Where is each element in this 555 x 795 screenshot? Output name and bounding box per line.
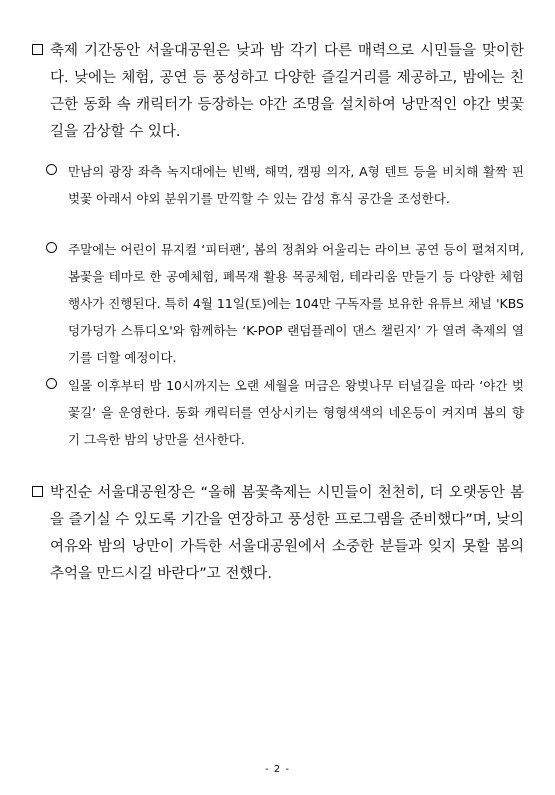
- square-bullet-icon: [32, 44, 43, 55]
- bullet-text: 주말에는 어린이 뮤지컬 ‘피터팬’, 봄의 정취와 어울리는 라이브 공연 등이 펼쳐지며, 봄꽃을 테마로 한 공예체험, 폐목재 활용 목공체험, 테라리움 만들기 등 다양한 체험 행사가 진행된다. 특히 4월 11일(토)에는 104만 구독자를 보유한 유튜브 채널 'KBS 덩가덩가 스튜디오'와 함께하는 ‘K-POP 랜덤플레이 댄스 챌린지’ 가 열려 축제의 열기를 더할 예정이다.: [68, 242, 524, 365]
- page-number: - 2 -: [265, 764, 290, 775]
- paragraph-text: 박진순 서울대공원장은 “올해 봄꽃축제는 시민들이 천천히, 더 오랫동안 봄을 즐기실 수 있도록 기간을 연장하고 풍성한 프로그램을 준비했다”며, 낮의 여유와 밤의 낭만이 가득한 서울대공원에서 소중한 분들과 잊지 못할 봄의 추억을 만드시길 바란다”고 전했다.: [50, 485, 524, 582]
- circle-bullet-icon: [46, 164, 57, 175]
- bullet-weekend-events: [46, 236, 524, 371]
- circle-bullet-icon: [46, 378, 57, 389]
- bullet-rest-area: [46, 158, 524, 212]
- bullet-text: 일몰 이후부터 밤 10시까지는 오랜 세월을 머금은 왕벚나무 터널길을 따라 ‘야간 벚꽃길’ 을 운영한다. 동화 캐릭터를 연상시키는 형형색색의 네온등이 켜지며 봄의 향기 그윽한 밤의 낭만을 선사한다.: [68, 378, 524, 447]
- paragraph-text: 축제 기간동안 서울대공원은 낮과 밤 각기 다른 매력으로 시민들을 맞이한다. 낮에는 체험, 공연 등 풍성하고 다양한 즐길거리를 제공하고, 밤에는 친근한 동화 속 캐릭터가 등장하는 야간 조명을 설치하여 낭만적인 야간 벚꽃길을 감상할 수 있다.: [50, 43, 524, 140]
- square-bullet-icon: [32, 486, 43, 497]
- bullet-night-cherry-road: [46, 372, 524, 453]
- bullet-text: 만남의 광장 좌측 녹지대에는 빈백, 해먹, 캠핑 의자, A형 텐트 등을 비치해 활짝 핀 벚꽃 아래서 야외 분위기를 만끽할 수 있는 감성 휴식 공간을 조성한다.: [68, 164, 524, 206]
- paragraph-festival-overview: [32, 38, 524, 146]
- paragraph-director-quote: [32, 480, 524, 588]
- circle-bullet-icon: [46, 242, 57, 253]
